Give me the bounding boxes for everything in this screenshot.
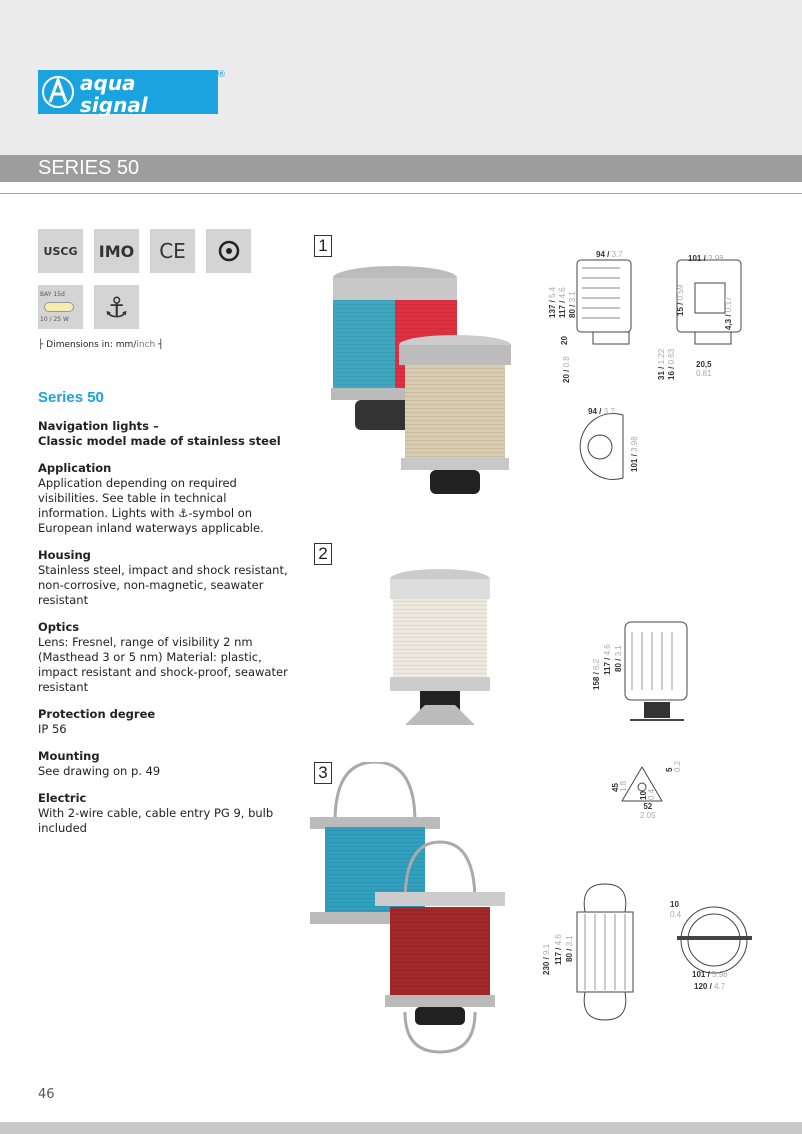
uscg-badge: USCG [38,229,83,273]
dim-label: 101 / 3.98 [630,436,639,472]
dim-label: 31 / 1.22 [657,348,666,380]
product-photo-1 [325,260,525,500]
dim-label: 94 / 3.7 [588,407,615,416]
dim-label: 52 2.05 [640,802,656,820]
section-title: Electric [38,791,87,805]
bulb-badge [38,285,83,329]
product-number-1: 1 [314,235,332,257]
dim-label: 15 / 0.59 [676,284,685,316]
dimensions-note: ├ Dimensions in: mm/inch ┤ [38,340,164,350]
dim-label: 117 / 4.6 [558,287,567,318]
dim-label: 10 0.4 [639,788,656,800]
drawing-1-side [575,258,635,348]
product-description [38,390,288,836]
dim-label: 137 / 5.4 [548,286,557,318]
dim-label: 80 / 3.1 [568,291,577,318]
product-heading: Series 50 [38,389,104,406]
logo-text-aqua: aqua [80,71,136,95]
subtitle-line-1: Navigation lights – [38,419,159,433]
logo-text-signal: signal [80,93,148,116]
dim-label: 120 / 4.7 [694,982,726,991]
product-number-2: 2 [314,543,332,565]
dim-label: 5 0.2 [665,760,682,772]
aqua-signal-logo [38,68,228,116]
section-text: Stainless steel, impact and shock resistant, non-corrosive, non-magnetic, seawater resistant [38,563,288,607]
section-title: Housing [38,548,91,562]
footer-bar [0,1122,802,1134]
imo-badge: IMO [94,229,139,273]
section-text: See drawing on p. 49 [38,764,161,778]
ce-mark-badge: CE [150,229,195,273]
wheel-mark-icon [206,229,251,273]
product-number-3: 3 [314,762,332,784]
section-title: Mounting [38,749,100,763]
dim-label: 117 / 4.6 [603,644,612,675]
drawing-3-side [565,880,645,1025]
page-number: 46 [38,1087,55,1102]
drawing-1-top [568,410,638,485]
product-photo-2 [385,565,495,745]
divider [0,193,802,194]
section-text: Application depending on required visibilities. See table in technical information. Lights with ⚓-symbol on European inland waterways applicable. [38,476,264,535]
dim-label: 117 / 4.6 [554,934,563,965]
dim-label: 101 / 3.98 [692,970,728,979]
dim-label: 80 / 3.1 [565,935,574,962]
dim-label: 20,5 0.81 [696,360,712,378]
dim-label: 4,3 / 0.17 [724,296,733,330]
page-header [0,0,802,155]
section-title: Optics [38,620,80,634]
section-title: Protection degree [38,707,156,721]
section-title: Application [38,461,112,475]
dim-label: 20 / 0.8 [562,356,571,383]
section-text: IP 56 [38,722,67,736]
dim-label: 10 0.4 [670,900,682,919]
series-title: SERIES 50 [38,157,140,179]
bulb-icon [44,302,74,312]
dim-label: 158 / 6.2 [592,658,601,690]
dim-label: 230 / 9.1 [542,943,551,975]
section-text: With 2-wire cable, cable entry PG 9, bulb included [38,806,274,835]
dim-label: 80 / 3.1 [614,645,623,672]
bulb-type: BAY 15d [40,291,65,298]
dim-label: 94 / 3.7 [596,250,623,259]
section-text: Lens: Fresnel, range of visibility 2 nm (Masthead 3 or 5 nm) Material: plastic, impact resistant and shock-proof, seawater resistant [38,635,288,694]
dim-label: 101 / 3.98 [688,254,724,263]
drawing-1-front [675,258,745,348]
drawing-2-side [622,620,692,730]
dim-label: 16 / 0.63 [667,348,676,380]
subtitle-line-2: Classic model made of stainless steel [38,434,281,448]
product-photo-3 [305,762,515,1062]
drawing-3-top [672,905,757,980]
registered-mark: ® [217,70,226,80]
anchor-icon: ⚓ [94,285,139,329]
bulb-power: 10 / 25 W [40,316,69,323]
series-title-bar [0,155,802,182]
dim-label: 45 1.8 [611,780,628,792]
dim-label: 20 [560,336,569,345]
